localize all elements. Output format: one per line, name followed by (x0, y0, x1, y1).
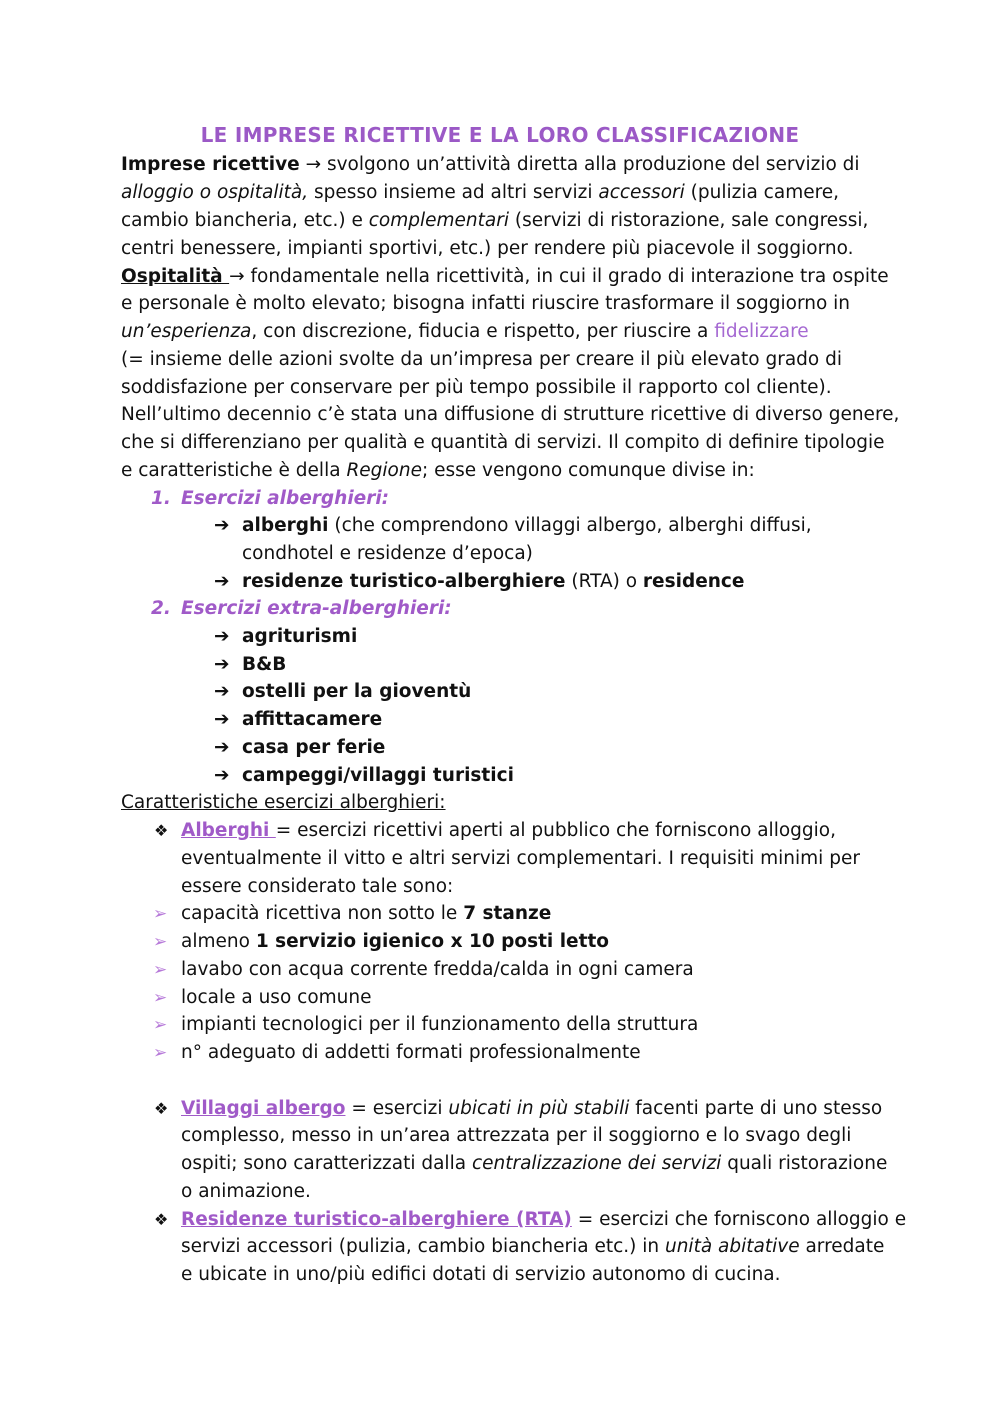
list-number-2: 2. (151, 598, 171, 619)
list-item-alberghi (242, 512, 812, 540)
intro-italic: accessori (598, 182, 685, 203)
diamond-bullet-icon: ❖ (154, 1210, 169, 1229)
requisito-1 (181, 900, 551, 928)
req-bold: 7 stanze (463, 903, 552, 924)
alberghi-line-3: essere considerato tale sono: (181, 876, 454, 897)
intro-text: → svolgono un’attività diretta alla produzione del servizio di (299, 154, 860, 175)
villaggi-line-2: complesso, messo in un’area attrezzata per il soggiorno e lo svago degli (181, 1125, 852, 1146)
arrow-bullet-icon: ➔ (214, 737, 230, 758)
list-item-agriturismi: agriturismi (242, 626, 358, 647)
intro-text: cambio biancheria, etc.) e (121, 210, 369, 231)
item-bold: alberghi (242, 515, 329, 536)
req-text: capacità ricettiva non sotto le (181, 903, 464, 924)
item-text: (che comprendono villaggi albergo, alberghi diffusi, (328, 515, 812, 536)
list-item-bnb: B&B (242, 654, 287, 675)
villaggi-line-1 (181, 1095, 882, 1123)
list-number-1: 1. (151, 488, 171, 509)
intro-line-3 (121, 207, 868, 235)
list-heading-esercizi-extra-alberghieri: Esercizi extra-alberghieri: (181, 598, 452, 619)
ospitalita-text: → fondamentale nella ricettività, in cui il grado di interazione tra ospite (229, 266, 889, 287)
villaggi-italic: centralizzazione dei servizi (471, 1153, 722, 1174)
alberghi-text: = esercizi ricettivi aperti al pubblico che forniscono alloggio, (275, 820, 836, 841)
intro-italic: complementari (368, 210, 509, 231)
intro-line-4: centri benessere, impianti sportivi, etc.) per rendere più piacevole il soggiorno. (121, 238, 854, 259)
list-item-affittacamere: affittacamere (242, 709, 383, 730)
triangle-bullet-icon: ➢ (153, 904, 168, 924)
rta-text: = esercizi che forniscono alloggio e (571, 1209, 907, 1230)
decennio-italic: Regione (346, 460, 422, 481)
ospitalita-line-2: e personale è molto elevato; bisogna infatti riuscire trasformare il soggiorno in (121, 293, 851, 314)
villaggi-text: quali ristorazione (721, 1153, 888, 1174)
arrow-bullet-icon: ➔ (214, 626, 230, 647)
villaggi-line-3 (181, 1150, 887, 1178)
triangle-bullet-icon: ➢ (153, 932, 168, 952)
decennio-line-3 (121, 457, 755, 485)
list-item-rta (242, 568, 744, 596)
rta-text: arredate (799, 1236, 885, 1257)
section-heading-caratteristiche: Caratteristiche esercizi alberghieri: (121, 792, 446, 813)
diamond-bullet-icon: ❖ (154, 821, 169, 840)
item-bold: residenze turistico-alberghiere (242, 571, 566, 592)
term-ospitalita: Ospitalità (121, 266, 230, 287)
item-bold: residence (642, 571, 745, 592)
rta-line-3: e ubicate in uno/più edifici dotati di servizio autonomo di cucina. (181, 1264, 781, 1285)
arrow-bullet-icon: ➔ (214, 681, 230, 702)
villaggi-text: ospiti; sono caratterizzati dalla (181, 1153, 472, 1174)
list-item-casa-per-ferie: casa per ferie (242, 737, 386, 758)
term-alberghi: Alberghi (181, 820, 276, 841)
decennio-text: ; esse vengono comunque divise in: (421, 460, 755, 481)
list-heading-esercizi-alberghieri: Esercizi alberghieri: (181, 488, 390, 509)
arrow-bullet-icon: ➔ (214, 765, 230, 786)
item-text: (RTA) o (565, 571, 643, 592)
requisito-6: n° adeguato di addetti formati professionalmente (181, 1042, 641, 1063)
arrow-bullet-icon: ➔ (214, 654, 230, 675)
rta-italic: unità abitative (664, 1236, 800, 1257)
page-title: LE IMPRESE RICETTIVE E LA LORO CLASSIFICAZIONE (200, 123, 800, 147)
intro-text: spesso insieme ad altri servizi (308, 182, 599, 203)
list-item-ostelli: ostelli per la gioventù (242, 681, 472, 702)
term-imprese-ricettive: Imprese ricettive (121, 154, 300, 175)
requisito-3: lavabo con acqua corrente fredda/calda in ogni camera (181, 959, 694, 980)
arrow-bullet-icon: ➔ (214, 515, 230, 536)
ospitalita-line-4: (= insieme delle azioni svolte da un’impresa per creare il più elevato grado di (121, 349, 842, 370)
term-rta: Residenze turistico-alberghiere (RTA) (181, 1209, 572, 1230)
intro-line-2 (121, 179, 839, 207)
triangle-bullet-icon: ➢ (153, 988, 168, 1008)
term-fidelizzare: fidelizzare (714, 321, 809, 342)
decennio-text: e caratteristiche è della (121, 460, 347, 481)
rta-text: servizi accessori (pulizia, cambio biancheria etc.) in (181, 1236, 665, 1257)
list-item-campeggi: campeggi/villaggi turistici (242, 765, 514, 786)
list-item-alberghi-cont: condhotel e residenze d’epoca) (242, 543, 533, 564)
ospitalita-line-5: soddisfazione per conservare per più tempo possibile il rapporto col cliente). (121, 377, 832, 398)
term-villaggi-albergo: Villaggi albergo (181, 1098, 346, 1119)
decennio-line-2: che si differenziano per qualità e quantità di servizi. Il compito di definire tipologie (121, 432, 885, 453)
alberghi-line-2: eventualmente il vitto e altri servizi complementari. I requisiti minimi per (181, 848, 860, 869)
intro-text: (servizi di ristorazione, sale congressi, (508, 210, 869, 231)
requisito-2 (181, 928, 609, 956)
triangle-bullet-icon: ➢ (153, 960, 168, 980)
decennio-line-1: Nell’ultimo decennio c’è stata una diffusione di strutture ricettive di diverso genere, (121, 404, 900, 425)
alberghi-line-1 (181, 817, 836, 845)
triangle-bullet-icon: ➢ (153, 1043, 168, 1063)
ospitalita-line-1 (121, 263, 889, 291)
villaggi-line-4: o animazione. (181, 1181, 311, 1202)
rta-line-1 (181, 1206, 906, 1234)
arrow-bullet-icon: ➔ (214, 709, 230, 730)
intro-italic: alloggio o ospitalità, (121, 182, 309, 203)
diamond-bullet-icon: ❖ (154, 1099, 169, 1118)
triangle-bullet-icon: ➢ (153, 1015, 168, 1035)
arrow-bullet-icon: ➔ (214, 571, 230, 592)
villaggi-text: = esercizi (345, 1098, 449, 1119)
ospitalita-line-3 (121, 318, 809, 346)
villaggi-text: facenti parte di uno stesso (629, 1098, 883, 1119)
rta-line-2 (181, 1233, 884, 1261)
ospitalita-italic: un’esperienza (121, 321, 252, 342)
requisito-4: locale a uso comune (181, 987, 372, 1008)
intro-text: (pulizia camere, (684, 182, 840, 203)
villaggi-italic: ubicati in più stabili (448, 1098, 630, 1119)
ospitalita-text: , con discrezione, fiducia e rispetto, per riuscire a (251, 321, 715, 342)
req-bold: 1 servizio igienico x 10 posti letto (255, 931, 610, 952)
req-text: almeno (181, 931, 256, 952)
requisito-5: impianti tecnologici per il funzionamento della struttura (181, 1014, 699, 1035)
intro-line-1 (121, 151, 860, 179)
